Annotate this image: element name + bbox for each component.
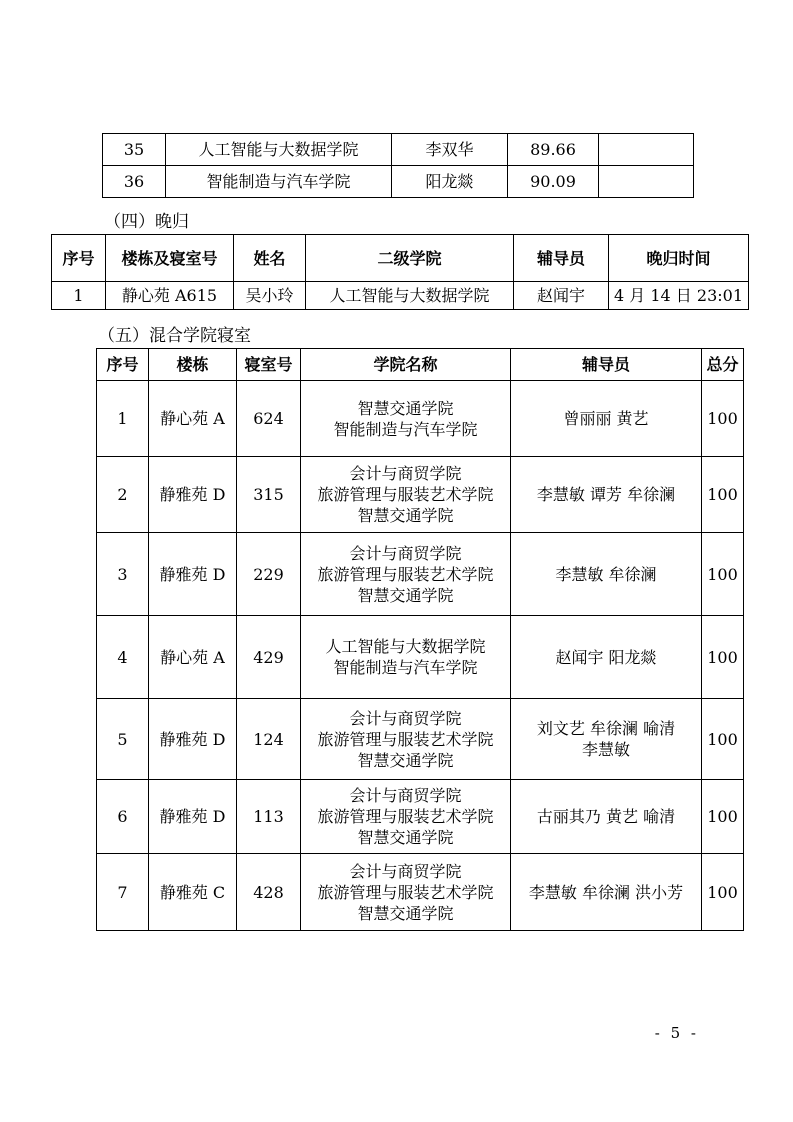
building-cell: 静雅苑 D bbox=[149, 699, 237, 780]
counselor-name-cell: 阳龙燚 bbox=[392, 166, 508, 198]
counselor-names: 李慧敏 牟徐澜 洪小芳 bbox=[528, 882, 684, 902]
college-name: 会计与商贸学院 bbox=[349, 464, 462, 483]
total-score-cell: 100 bbox=[702, 533, 744, 616]
room-number-cell: 624 bbox=[237, 381, 301, 457]
section-5-heading: （五）混合学院寝室 bbox=[98, 326, 251, 346]
counselor-names: 曾丽丽 黄艺 bbox=[563, 409, 649, 428]
building-room-cell: 静心苑 A615 bbox=[106, 282, 234, 310]
remark-cell bbox=[599, 166, 694, 198]
counselor-names-cell bbox=[511, 699, 702, 780]
row-number-cell: 5 bbox=[97, 699, 149, 780]
counselor-name-cell: 赵闻宇 bbox=[514, 282, 609, 310]
column-header: 楼栋及寝室号 bbox=[106, 235, 234, 282]
column-header: 姓名 bbox=[234, 235, 306, 282]
total-score-cell: 100 bbox=[702, 854, 744, 931]
college-name: 旅游管理与服装艺术学院 bbox=[317, 729, 494, 749]
college-name: 智慧交通学院 bbox=[357, 828, 454, 847]
table-row bbox=[103, 166, 694, 198]
college-name: 会计与商贸学院 bbox=[349, 708, 462, 728]
row-number-cell: 3 bbox=[97, 533, 149, 616]
college-name: 智能制造与汽车学院 bbox=[333, 419, 478, 439]
counselor-names: 李慧敏 牟徐澜 bbox=[555, 564, 657, 584]
counselor-names: 赵闻宇 阳龙燚 bbox=[555, 647, 657, 667]
column-header: 总分 bbox=[702, 349, 744, 381]
table-row bbox=[97, 854, 744, 931]
building-cell: 静心苑 A bbox=[149, 381, 237, 457]
counselor-names: 刘文艺 牟徐澜 喻清 bbox=[536, 719, 676, 738]
building-cell: 静雅苑 D bbox=[149, 780, 237, 854]
column-header: 寝室号 bbox=[237, 349, 301, 381]
counselor-names-cell bbox=[511, 854, 702, 931]
total-score-cell: 100 bbox=[702, 381, 744, 457]
row-number-cell: 1 bbox=[97, 381, 149, 457]
column-header: 晚归时间 bbox=[609, 235, 749, 282]
total-score-cell: 100 bbox=[702, 616, 744, 699]
row-number-cell: 6 bbox=[97, 780, 149, 854]
score-cell: 89.66 bbox=[508, 134, 599, 166]
column-header: 楼栋 bbox=[149, 349, 237, 381]
college-name: 旅游管理与服装艺术学院 bbox=[317, 485, 494, 504]
column-header: 辅导员 bbox=[511, 349, 702, 381]
college-names-cell bbox=[301, 699, 511, 780]
table-row bbox=[97, 616, 744, 699]
late-return-rows bbox=[52, 282, 749, 310]
building-cell: 静心苑 A bbox=[149, 616, 237, 699]
college-names-cell bbox=[301, 457, 511, 533]
counselor-name-cell: 李双华 bbox=[392, 134, 508, 166]
total-score-cell: 100 bbox=[702, 457, 744, 533]
table-row bbox=[97, 780, 744, 854]
college-name: 旅游管理与服装艺术学院 bbox=[317, 564, 494, 584]
table-row bbox=[52, 282, 749, 310]
column-header: 二级学院 bbox=[306, 235, 514, 282]
college-name: 智慧交通学院 bbox=[357, 903, 454, 923]
building-cell: 静雅苑 D bbox=[149, 457, 237, 533]
counselor-names: 李慧敏 bbox=[581, 740, 630, 759]
dorm-score-table-continued bbox=[102, 133, 694, 198]
building-cell: 静雅苑 D bbox=[149, 533, 237, 616]
college-name: 智能制造与汽车学院 bbox=[333, 658, 478, 677]
building-cell: 静雅苑 C bbox=[149, 854, 237, 931]
college-names-cell bbox=[301, 533, 511, 616]
counselor-names-cell bbox=[511, 533, 702, 616]
room-number-cell: 315 bbox=[237, 457, 301, 533]
college-names-cell bbox=[301, 780, 511, 854]
college-names-cell bbox=[301, 854, 511, 931]
college-name: 智慧交通学院 bbox=[357, 398, 454, 418]
row-number-cell: 35 bbox=[103, 134, 166, 166]
row-number-cell: 1 bbox=[52, 282, 106, 310]
college-name: 人工智能与大数据学院 bbox=[325, 637, 486, 656]
college-names-cell bbox=[301, 616, 511, 699]
table-row bbox=[97, 381, 744, 457]
counselor-names: 李慧敏 谭芳 牟徐澜 bbox=[536, 485, 676, 504]
room-number-cell: 229 bbox=[237, 533, 301, 616]
room-number-cell: 428 bbox=[237, 854, 301, 931]
college-name: 会计与商贸学院 bbox=[349, 861, 462, 881]
remark-cell bbox=[599, 134, 694, 166]
college-name: 会计与商贸学院 bbox=[349, 543, 462, 563]
college-name: 旅游管理与服装艺术学院 bbox=[317, 882, 494, 902]
table-row bbox=[103, 134, 694, 166]
column-header: 辅导员 bbox=[514, 235, 609, 282]
room-number-cell: 429 bbox=[237, 616, 301, 699]
column-header: 序号 bbox=[52, 235, 106, 282]
late-return-table bbox=[51, 234, 749, 310]
page-number: - 5 - bbox=[654, 1024, 699, 1042]
section-4-heading: （四）晚归 bbox=[104, 212, 189, 232]
room-number-cell: 124 bbox=[237, 699, 301, 780]
table-row bbox=[97, 699, 744, 780]
table-row bbox=[97, 533, 744, 616]
column-header: 学院名称 bbox=[301, 349, 511, 381]
student-name-cell: 吴小玲 bbox=[234, 282, 306, 310]
college-name-cell: 人工智能与大数据学院 bbox=[306, 282, 514, 310]
college-names-cell bbox=[301, 381, 511, 457]
counselor-names-cell bbox=[511, 381, 702, 457]
college-name: 会计与商贸学院 bbox=[349, 786, 462, 805]
college-name-cell: 智能制造与汽车学院 bbox=[166, 166, 392, 198]
total-score-cell: 100 bbox=[702, 699, 744, 780]
college-name: 智慧交通学院 bbox=[357, 750, 454, 770]
college-name: 旅游管理与服装艺术学院 bbox=[317, 807, 494, 826]
return-time-cell: 4 月 14 日 23:01 bbox=[609, 282, 749, 310]
column-header: 序号 bbox=[97, 349, 149, 381]
mixed-rows bbox=[97, 381, 744, 931]
college-name: 智慧交通学院 bbox=[357, 585, 454, 605]
score-cell: 90.09 bbox=[508, 166, 599, 198]
total-score-cell: 100 bbox=[702, 780, 744, 854]
counselor-names-cell bbox=[511, 616, 702, 699]
counselor-names-cell bbox=[511, 780, 702, 854]
counselor-names: 古丽其乃 黄艺 喻清 bbox=[536, 807, 676, 826]
college-name-cell: 人工智能与大数据学院 bbox=[166, 134, 392, 166]
late-return-header-row bbox=[52, 235, 749, 282]
row-number-cell: 7 bbox=[97, 854, 149, 931]
room-number-cell: 113 bbox=[237, 780, 301, 854]
dorm-score-rows bbox=[103, 134, 694, 198]
row-number-cell: 4 bbox=[97, 616, 149, 699]
mixed-college-dorm-table bbox=[96, 348, 744, 931]
table-row bbox=[97, 457, 744, 533]
row-number-cell: 2 bbox=[97, 457, 149, 533]
mixed-header-row bbox=[97, 349, 744, 381]
counselor-names-cell bbox=[511, 457, 702, 533]
row-number-cell: 36 bbox=[103, 166, 166, 198]
college-name: 智慧交通学院 bbox=[357, 506, 454, 525]
